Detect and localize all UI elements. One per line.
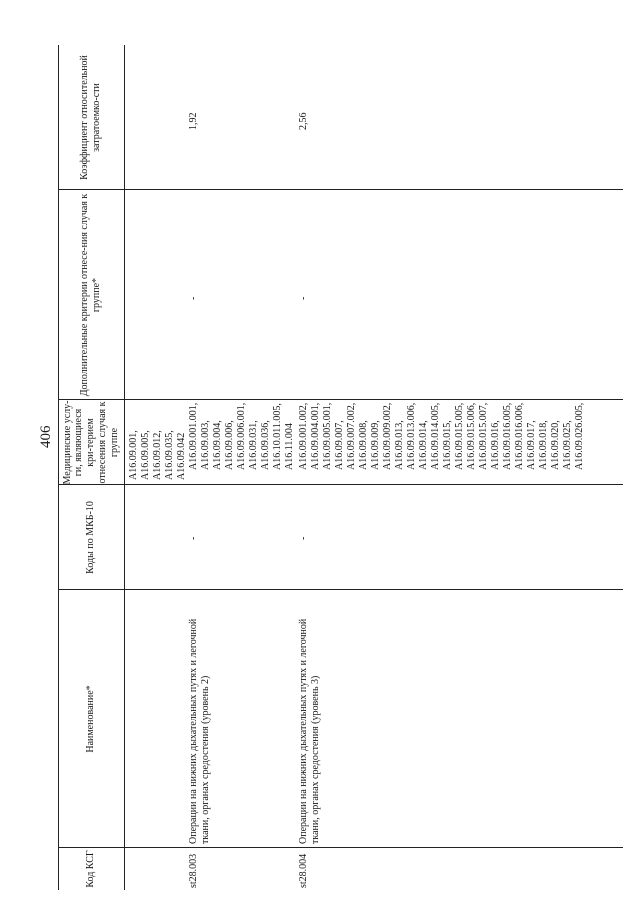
row-services: A16.09.001.002, A16.09.004.001, A16.09.005.001, A16.09.007, A16.09.007.002, A16.09.008, A16.09.009, A16.09.009.002, A16.09.013, A16.09.013.006, A16.09.014, A16.09.014.005, A16.09.015, A16.09.015.005, A16.09.015.006, A16.09.015.007, A16.09.016, A16.09.016.005, A16.09.016.006, A16.09.017, A16.09.018, A16.09.020, A16.09.025, A16.09.026.005, [298,402,585,470]
row-name: Операции на нижних дыхательных путях и легочной ткани, органах средостения (уровень 2) [188,618,211,844]
ksg-table [58,45,623,890]
header-additional: Дополнительные критерии отнесе-ния случая к группе* [79,193,102,397]
row-mkb: - [298,536,309,540]
header-bottom-rule [124,45,125,890]
row-code: st28.004 [298,853,309,888]
table-top-rule [58,45,59,890]
header-kod-ksg: Код КСГ [85,850,97,888]
header-services: Медицинские услу-ги, являющиеся кри-терием отнесения случая к группе [61,400,120,485]
col-divider [58,589,623,590]
col-divider [58,484,623,485]
header-mkb: Коды по МКБ-10 [85,501,97,574]
col-divider [58,189,623,190]
header-coef: Коэффициент относительной затратоемко-сти [79,55,102,180]
page-number: 406 [38,425,54,448]
header-name: Наименование* [85,685,97,753]
row-mkb: - [188,536,199,540]
row-coef: 2,56 [298,112,309,130]
row-name: Операции на нижних дыхательных путях и легочной ткани, органах средостения (уровень 3) [298,618,321,844]
row-services: A16.09.001.001, A16.09.003, A16.09.004, A16.09.006, A16.09.006.001, A16.09.031, A16.09.036, A16.10.011.005, A16.11.004 [188,402,295,470]
row-additional: - [298,296,309,300]
row-code: st28.003 [188,853,199,888]
col-divider [58,847,623,848]
row-additional: - [188,296,199,300]
row-coef: 1,92 [188,112,199,130]
continuation-codes: A16.09.001, A16.09.005, A16.09.012, A16.09.035, A16.09.042 [128,430,187,480]
